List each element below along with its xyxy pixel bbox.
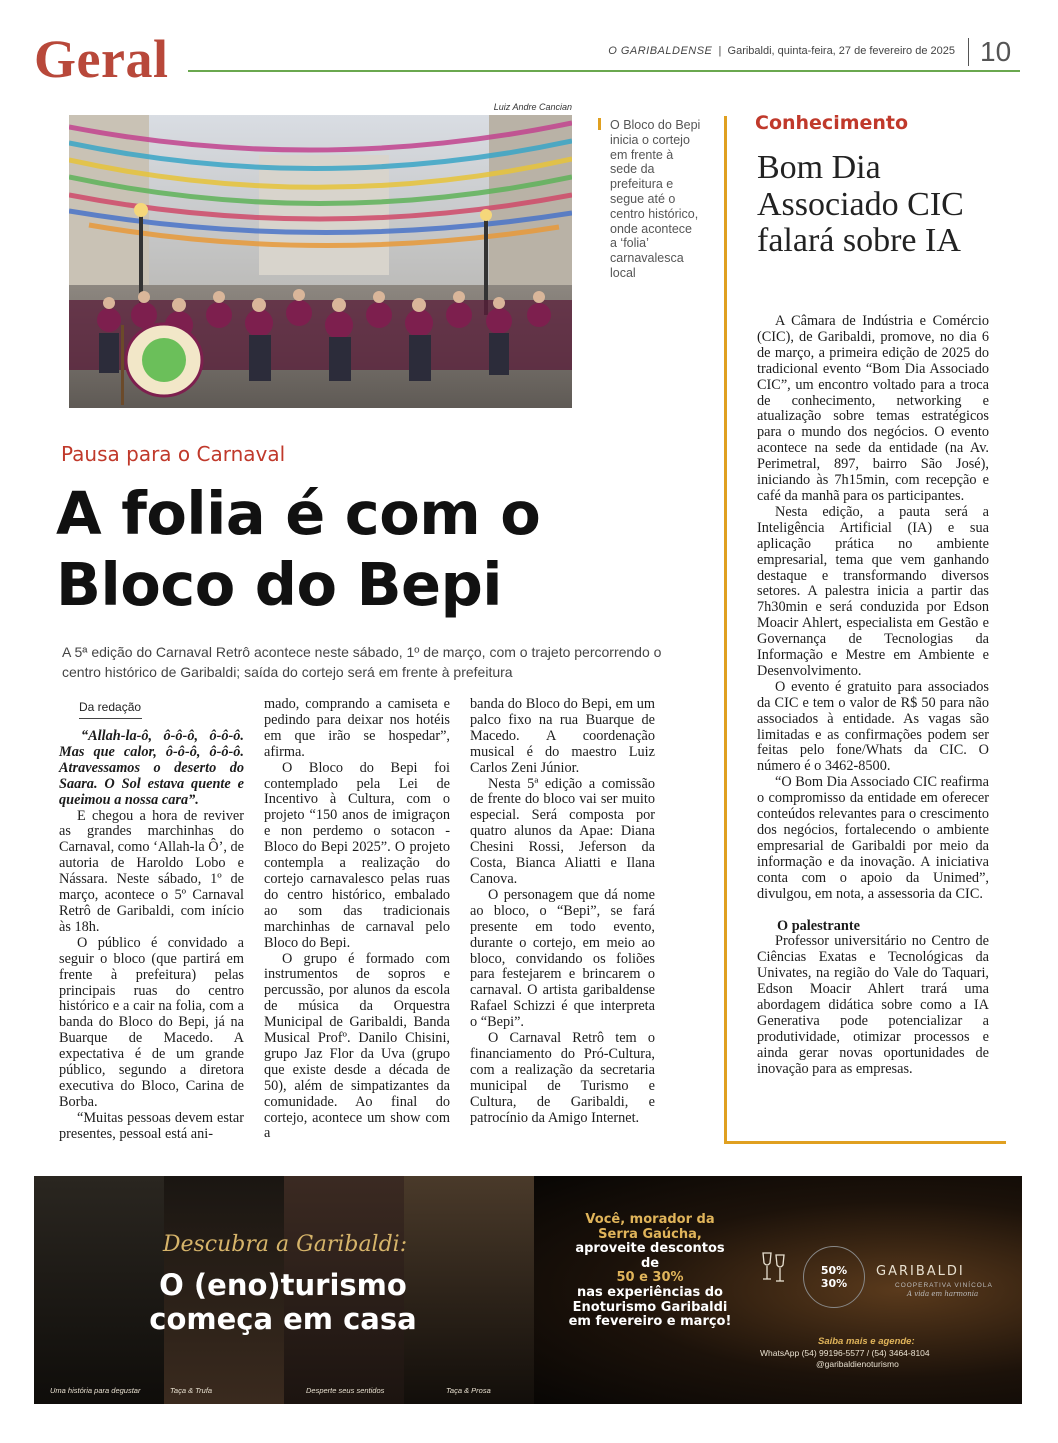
dateline: Garibaldi, quinta-feira, 27 de fevereiro de 2025: [727, 45, 955, 57]
ad-caption: Taça & Prosa: [446, 1386, 491, 1395]
side-column-bottom-rule: [724, 1141, 1006, 1144]
ad-brand-subtitle: COOPERATIVA VINÍCOLA: [895, 1282, 993, 1289]
article-lead-quote: “Allah-la-ô, ô-ô-ô, ô-ô-ô. Mas que calor, ô-ô-ô, ô-ô-ô. Atravessamos o deserto do Saara. O Sol estava quente e queimou a nossa cara”.: [59, 728, 244, 808]
ad-offer-text: [566, 1213, 734, 1330]
ad-offer-percent: 50 e 30%: [616, 1270, 684, 1286]
article-paragraph: E chegou a hora de reviver as grandes marchinhas do Carnaval, como ‘Allah-la Ô’, de autoria de Haroldo Lobo e Nássara. Neste sábado, 1º de março, acontece o 5º Carnaval Retrô de Garibaldi, com início às 18h.: [59, 807, 244, 935]
side-column-rule: [724, 116, 727, 1144]
article-paragraph: O público é convidado a seguir o bloco (que partirá em frente à prefeitura) pelas principais ruas do centro histórico e a cair na folia, com a banda do Bloco do Bepi, já na Buarque de Macedo. A expectativa é de um grande público, segundo a diretora executiva do Bloco, Carina de Borba.: [59, 934, 244, 1110]
article-paragraph: banda do Bloco do Bepi, em um palco fixo na rua Buarque de Macedo. A coordenação musical é do maestro Luiz Carlos Zeni Júnior.: [470, 696, 655, 776]
discount-badge-value: 50%: [820, 1264, 848, 1277]
page-number-divider: [968, 38, 969, 66]
article-column-3: [470, 697, 655, 1126]
article-column-2: [264, 697, 450, 1142]
side-article-kicker: Conhecimento: [755, 112, 909, 134]
ad-brand-logo: GARIBALDI: [876, 1264, 965, 1279]
ad-offer-line: nas experiências do Enoturismo Garibaldi em fevereiro e março!: [568, 1284, 732, 1330]
photo-caption: O Bloco do Bepi inicia o cortejo em frente à sede da prefeitura e segue até o centro histórico, onde acontece a ‘folia’ carnavalesca local: [610, 118, 701, 280]
article-kicker: Pausa para o Carnaval: [61, 442, 286, 466]
carnival-photo-illustration: [69, 115, 572, 408]
article-column-1: [59, 729, 244, 1143]
side-article-body: [757, 314, 989, 1078]
ad-contact-phone[interactable]: WhatsApp (54) 99196-5577 / (54) 3464-8104: [760, 1348, 930, 1358]
ad-title-small: Descubra a Garibaldi:: [162, 1232, 408, 1257]
newspaper-name: O GARIBALDENSE: [608, 45, 713, 57]
article-headline: A folia é com o Bloco do Bepi: [56, 479, 541, 619]
page-number: 10: [980, 36, 1012, 67]
masthead: [560, 45, 955, 57]
header-rule: [188, 70, 1020, 72]
side-paragraph: O evento é gratuito para associados da CIC e tem o valor de R$ 50 para não associados à entidade. As vagas são limitadas e as confirmações podem ser feitas pelo fone/Whats da CIC. O número é o 3462-8500.: [757, 678, 989, 775]
ad-offer-line: Você, morador da Serra Gaúcha,: [585, 1212, 715, 1242]
section-title: Geral: [34, 29, 169, 89]
ad-caption: Uma história para degustar: [50, 1386, 141, 1395]
ad-caption: Taça & Trufa: [170, 1386, 213, 1395]
photo-credit: Luiz Andre Cancian: [493, 102, 572, 112]
side-paragraph: “O Bom Dia Associado CIC reafirma o compromisso da entidade em oferecer conteúdos relevantes para o crescimento dos negócios, fortalecendo o ambiente empresarial de Garibaldi por meio da informação e da inovação. A iniciativa conta com o apoio da Unimed”, divulgou, em nota, a assessoria da CIC.: [757, 774, 990, 902]
side-paragraph: A Câmara de Indústria e Comércio (CIC), de Garibaldi, promove, no dia 6 de março, a primeira edição de 2025 do tradicional evento “Bom Dia Associado CIC”, um encontro voltado para a troca de conhecimento, networking e atualização sobre temas estratégicos para o mundo dos negócios. O evento acontece na sede da entidade (na Av. Perimetral, 897, bairro São José), iniciando às 7h15min, com recepção e café da manhã para os participantes.: [757, 313, 989, 504]
ad-brand-tagline: A vida em harmonia: [907, 1290, 979, 1298]
article-paragraph: O Bloco do Bepi foi contemplado pela Lei de Incentivo à Cultura, com o projeto “150 anos de imigraçon e non perdemo o sotacon - Bloco do Bepi 2025”. O projeto contempla a realização do cortejo carnavalesco pelas ruas do centro histórico, embalado ao som das tradicionais marchinhas de carnaval pelo Bloco do Bepi.: [264, 759, 450, 951]
discount-badge-value: 30%: [820, 1277, 848, 1290]
side-subhead: O palestrante: [777, 917, 860, 934]
article-deck: A 5ª edição do Carnaval Retrô acontece neste sábado, 1º de março, com o trajeto percorrendo o centro histórico de Garibaldi; saída do cortejo será em frente à prefeitura: [62, 644, 662, 680]
article-paragraph: mado, comprando a camiseta e pedindo para deixar nos hotéis em que irão se hospedar”, afirma.: [264, 696, 450, 760]
discount-badge: [803, 1246, 865, 1308]
side-paragraph: Professor universitário no Centro de Ciências Exatas e Tecnológicas da Univates, na região do Vale do Taquari, Edson Moacir Ahlert trará uma abordagem didática sobre como a IA Generativa pode potencializar a produtividade, otimizar processos e ainda gerar novas oportunidades de inovação para as empresas.: [757, 933, 989, 1077]
ad-caption: Desperte seus sentidos: [306, 1386, 385, 1395]
article-paragraph: O grupo é formado com instrumentos de sopros e percussão, por alunos da escola de música da Orquestra Municipal de Garibaldi, Banda Musical Profº. Danilo Chisini, grupo Jaz Flor da Uva (grupo que existe desde a década de 50), além de simpatizantes da comunidade. Ao final do cortejo, acontece um show com a: [264, 950, 450, 1142]
article-paragraph: “Muitas pessoas devem estar presentes, pessoal está ani-: [59, 1109, 244, 1142]
article-byline: Da redação: [79, 700, 142, 719]
side-paragraph: Nesta edição, a pauta será a Inteligência Artificial (IA) e sua aplicação prática no ambiente empresarial, tema que vem ganhando destaque e transformando diversos setores. A palestra inicia a partir das 7h30min e será conduzida por Edson Moacir Ahlert, especialista em Gestão e Governança de Tecnologias da Informação e Mestre em Ambiente e Desenvolvimento.: [757, 503, 989, 679]
ad-contact-title: Saiba mais e agende:: [818, 1336, 915, 1347]
side-article-headline: Bom Dia Associado CIC falará sobre IA: [757, 149, 964, 259]
article-paragraph: Nesta 5ª edição a comissão de frente do bloco vai ser muito especial. Será composta por quatro alunos da Apae: Diana Chesini Rossi, Jeferson da Costa, Bianca Aliatti e Ilana Canova.: [470, 775, 655, 887]
ad-title-big: O (eno)turismo começa em casa: [149, 1268, 417, 1336]
ad-contact-social[interactable]: @garibaldienoturismo: [816, 1359, 899, 1369]
carnival-photo: [69, 115, 572, 408]
ad-offer-line: aproveite descontos de: [575, 1241, 725, 1271]
masthead-separator: |: [715, 45, 725, 57]
article-paragraph: O Carnaval Retrô tem o financiamento do Pró-Cultura, com a realização da secretaria municipal de Turismo e Cultura, de Garibaldi, e patrocínio da Amigo Internet.: [470, 1030, 655, 1126]
ad-contact[interactable]: [760, 1348, 990, 1370]
caption-marker: [598, 118, 601, 130]
wine-glasses-icon: [759, 1251, 789, 1285]
article-paragraph: O personagem que dá nome ao bloco, o “Bepi”, se fará presente em todo evento, durante o cortejo, em meio ao bloco, convidando os foliões para festejarem e brincarem o carnaval. O artista garibaldense Rafael Schizzi é que interpreta o “Bepi”.: [470, 886, 655, 1031]
